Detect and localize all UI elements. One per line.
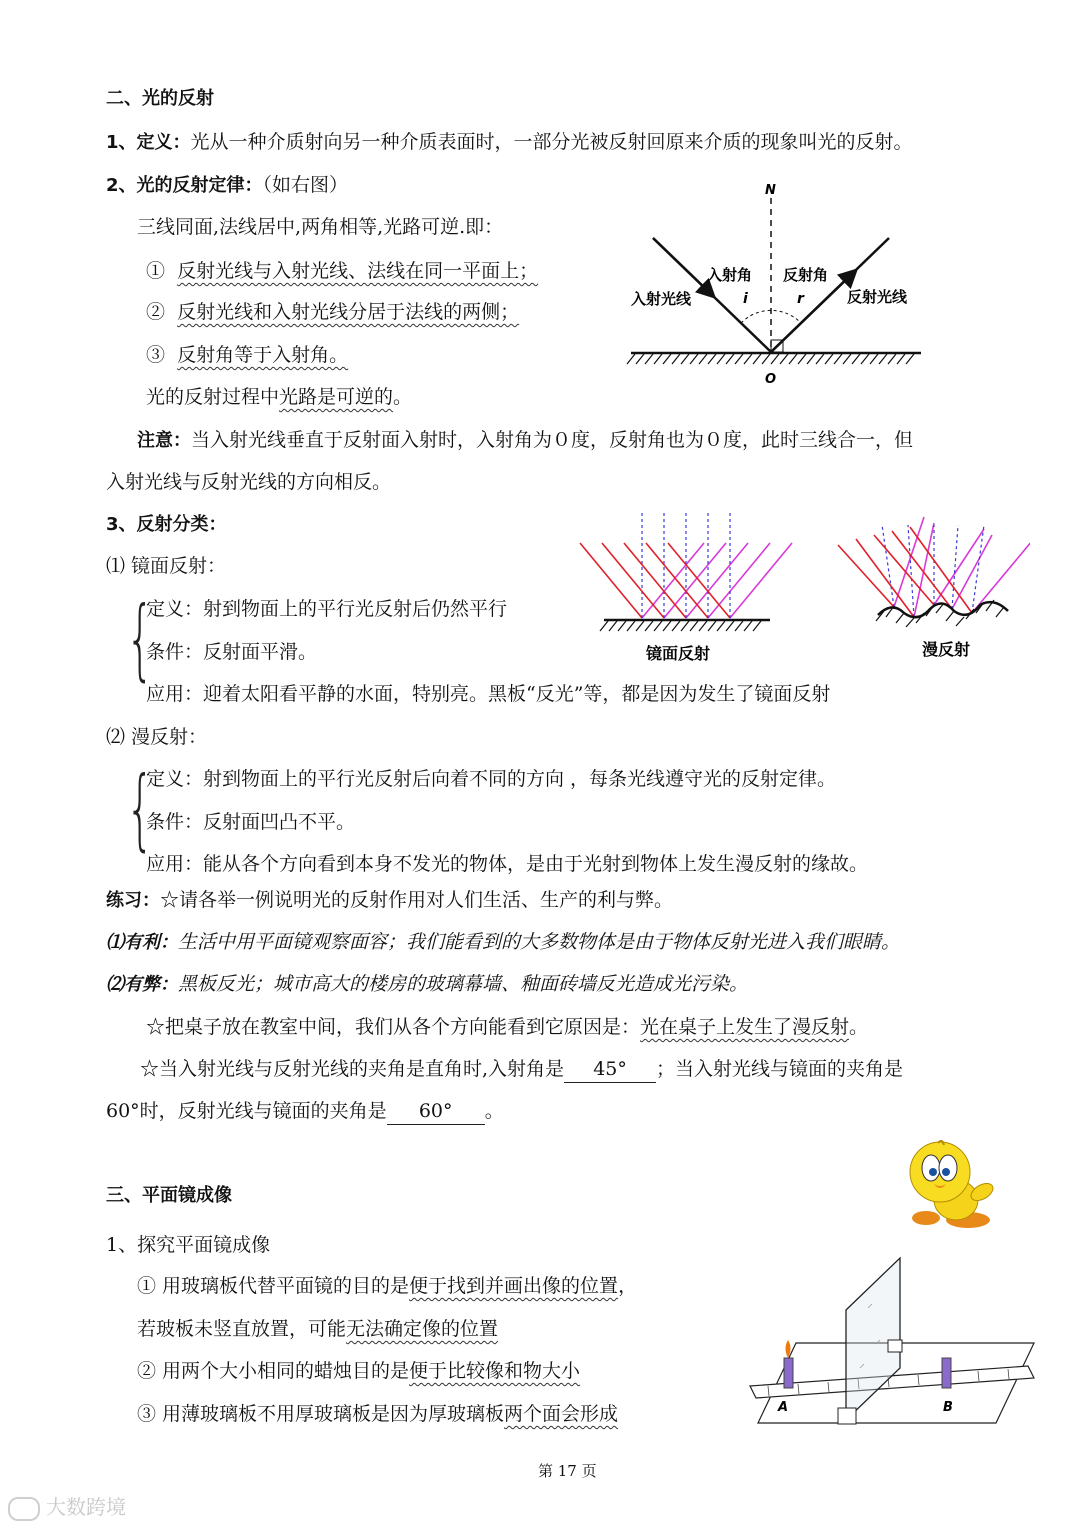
- question-1-suffix: ，: [618, 1275, 638, 1297]
- hatch-line: [690, 354, 698, 364]
- hatch-line: [852, 354, 860, 364]
- hatch-line: [654, 354, 662, 364]
- practice-label: 练习：: [106, 890, 160, 911]
- diffuse-reflection-diagram: [830, 505, 1030, 675]
- hatch-line: [717, 621, 725, 631]
- hatch-line: [798, 354, 806, 364]
- normal-dashed-line: [952, 525, 958, 609]
- specular-title: ⑴ 镜面反射：: [106, 555, 227, 577]
- hatch-line: [600, 621, 608, 631]
- specular-hatching: [600, 621, 761, 631]
- question-2: [137, 1358, 580, 1384]
- hatch-line: [726, 354, 734, 364]
- hatch-line: [753, 621, 761, 631]
- normal-label: N: [765, 183, 776, 198]
- reversible-line: [146, 384, 412, 410]
- question-1b-answer: 无法确定像的位置: [346, 1318, 499, 1340]
- diffuse-definition: 定义：射到物面上的平行光反射后向着不同的方向 ，每条光线遵守光的反射定律。: [146, 768, 837, 790]
- definition-line: [106, 129, 913, 156]
- specular-reflection-diagram: [570, 505, 795, 675]
- incident-arrow: [653, 238, 709, 292]
- hatch-line: [663, 621, 671, 631]
- candle-b: [942, 1358, 951, 1388]
- hatch-line: [897, 354, 905, 364]
- desk-answer: 光在桌子上发生了漫反射: [640, 1016, 850, 1038]
- mirror-hatching: [627, 354, 914, 364]
- angle-prefix: ☆当入射光线与反射光线的夹角是直角时,入射角是: [140, 1058, 565, 1080]
- bird-eye: [922, 1155, 940, 1181]
- pro-label: ⑴有利：: [106, 932, 178, 953]
- definition-text: 光从一种介质射向另一种介质表面时，一部分光被反射回原来介质的现象叫光的反射。: [190, 131, 913, 153]
- classification-label: 3、反射分类：: [106, 514, 227, 535]
- angle-middle: ；当入射光线与镜面的夹角是: [656, 1058, 904, 1080]
- incident-angle-label: 入射角: [707, 266, 753, 284]
- reflection-angle-label: 反射角: [783, 266, 829, 284]
- hatch-line: [609, 621, 617, 631]
- hatch-line: [834, 354, 842, 364]
- hatch-line: [870, 354, 878, 364]
- page-number: 第 17 页: [538, 1462, 597, 1480]
- pro-line: [106, 929, 900, 956]
- incident-angle-symbol: i: [743, 291, 748, 307]
- note-label: 注意：: [137, 430, 191, 451]
- hatch-line: [636, 621, 644, 631]
- reflected-ray-label: 反射光线: [847, 288, 908, 306]
- law-note: （如右图）: [262, 174, 349, 196]
- hatch-line: [843, 354, 851, 364]
- bird-foot: [912, 1211, 940, 1225]
- hatch-line: [717, 354, 725, 364]
- con-label: ⑵有弊：: [106, 974, 178, 995]
- specular-definition: 定义：射到物面上的平行光反射后仍然平行: [146, 598, 508, 620]
- incident-light-ray: [910, 527, 972, 613]
- diffuse-condition: 条件：反射面凹凸不平。: [146, 811, 356, 833]
- diffuse-brace: {: [126, 757, 154, 860]
- note-text-1: 当入射光线垂直于反射面入射时，入射角为０度，反射角也为０度，此时三线合一，但: [191, 429, 914, 451]
- specular-brace: {: [126, 587, 154, 690]
- law-summary: 三线同面,法线居中,两角相等,光路可逆.即：: [137, 216, 504, 238]
- angle-line2-prefix: 60°时，反射光线与镜面的夹角是: [106, 1100, 387, 1122]
- candle-a: [784, 1358, 793, 1388]
- law-item-3: [146, 342, 348, 368]
- section-heading-reflection: 二、光的反射: [106, 88, 214, 109]
- hatch-line: [753, 354, 761, 364]
- hatch-line: [735, 354, 743, 364]
- hatch-line: [627, 621, 635, 631]
- pro-text: 生活中用平面镜观察面容；我们能看到的大多数物体是由于物体反射光进入我们眼睛。: [178, 931, 901, 953]
- origin-label: O: [765, 372, 777, 387]
- reversible-answer: 光路是可逆的: [279, 386, 394, 408]
- cartoon-bird-illustration: [898, 1140, 1003, 1235]
- hatch-line: [681, 621, 689, 631]
- hatch-line: [879, 354, 887, 364]
- hatch-line: [699, 621, 707, 631]
- angle-question-line-2: [106, 1098, 504, 1125]
- question-3-prefix: ③ 用薄玻璃板不用厚玻璃板是因为厚玻璃板: [137, 1403, 505, 1425]
- hatch-line: [636, 354, 644, 364]
- hatch-line: [789, 354, 797, 364]
- law-line: [106, 172, 348, 199]
- question-2-answer: 便于比较像和物大小: [409, 1360, 581, 1382]
- law-label: 2、光的反射定律：: [106, 175, 263, 196]
- reversible-suffix: 。: [393, 386, 413, 408]
- hatch-line: [807, 354, 815, 364]
- watermark-text: 大数跨境: [46, 1495, 126, 1519]
- hatch-line: [645, 621, 653, 631]
- specular-condition: 条件：反射面平滑。: [146, 641, 318, 663]
- hatch-line: [780, 354, 788, 364]
- explore-title: 1、探究平面镜成像: [106, 1234, 271, 1256]
- candle-a-label: A: [778, 1400, 789, 1415]
- clip-block-bottom: [838, 1408, 856, 1424]
- hatch-line: [861, 354, 869, 364]
- law-item-1: [146, 258, 538, 284]
- hatch-line: [816, 354, 824, 364]
- question-1-answer: 便于找到并画出像的位置: [409, 1275, 619, 1297]
- bird-eye: [939, 1155, 957, 1181]
- incident-light-ray: [838, 545, 894, 607]
- normal-dashed-line: [908, 525, 914, 617]
- law-item-text: 反射光线与入射光线、法线在同一平面上；: [177, 260, 539, 282]
- clip-block-top: [888, 1340, 902, 1352]
- question-3: [137, 1401, 618, 1427]
- law-item-text: 反射光线和入射光线分居于法线的两侧；: [177, 301, 520, 323]
- hatch-line: [708, 621, 716, 631]
- hatch-line: [699, 354, 707, 364]
- hatch-line: [735, 621, 743, 631]
- incident-ray-label: 入射光线: [631, 290, 692, 308]
- hatch-line: [672, 354, 680, 364]
- question-1-prefix: ① 用玻璃板代替平面镜的目的是: [137, 1275, 410, 1297]
- diffuse-rays: [838, 517, 1030, 617]
- question-1b: [137, 1316, 498, 1342]
- hatch-line: [654, 621, 662, 631]
- con-line: [106, 971, 748, 998]
- angle-suffix: 。: [484, 1100, 504, 1122]
- desk-question: [146, 1014, 868, 1040]
- angle-question-line-1: [140, 1056, 903, 1083]
- hatch-line: [618, 621, 626, 631]
- reversible-prefix: 光的反射过程中: [146, 386, 280, 408]
- specular-application: 应用：迎着太阳看平静的水面，特别亮。黑板“反光”等，都是因为发生了镜面反射: [146, 683, 831, 705]
- hatch-line: [663, 354, 671, 364]
- question-3-answer: 两个面会形成: [504, 1403, 619, 1425]
- law-item-2: [146, 299, 519, 325]
- glass-plate: [846, 1258, 900, 1420]
- hatch-line: [690, 621, 698, 631]
- hatch-line: [825, 354, 833, 364]
- hatch-line: [708, 354, 716, 364]
- desk-prefix: ☆把桌子放在教室中间，我们从各个方向能看到它原因是：: [146, 1016, 641, 1038]
- watermark: [8, 1494, 126, 1521]
- note-line-2: 入射光线与反射光线的方向相反。: [106, 471, 392, 493]
- hatch-line: [726, 621, 734, 631]
- question-2-prefix: ② 用两个大小相同的蜡烛目的是: [137, 1360, 410, 1382]
- practice-line: [106, 887, 673, 914]
- reflection-angle-symbol: r: [797, 291, 804, 307]
- law-item-text: 反射角等于入射角。: [177, 344, 349, 366]
- hatch-line: [627, 354, 635, 364]
- incident-light-ray: [856, 539, 914, 617]
- law-item-number: ③: [146, 344, 166, 366]
- law-item-number: ①: [146, 260, 166, 282]
- angle-answer-1: 45°: [564, 1056, 656, 1083]
- diffuse-title: ⑵ 漫反射：: [106, 726, 208, 748]
- section-heading-plane-mirror: 三、平面镜成像: [106, 1185, 232, 1206]
- hatch-line: [771, 354, 779, 364]
- angle-answer-2: 60°: [387, 1098, 485, 1125]
- reflection-law-diagram: [625, 180, 925, 390]
- definition-label: 1、定义：: [106, 132, 191, 153]
- practice-question: ☆请各举一例说明光的反射作用对人们生活、生产的利与弊。: [160, 889, 674, 911]
- diffuse-caption: 漫反射: [922, 640, 971, 659]
- watermark-logo-icon: [8, 1497, 40, 1521]
- hatch-line: [672, 621, 680, 631]
- hatch-line: [645, 354, 653, 364]
- desk-suffix: 。: [849, 1016, 869, 1038]
- hatch-line: [888, 354, 896, 364]
- plane-mirror-setup-diagram: [738, 1248, 1038, 1430]
- specular-caption: 镜面反射: [646, 644, 711, 663]
- hatch-line: [681, 354, 689, 364]
- bird-pupil: [942, 1168, 950, 1176]
- question-1: [137, 1273, 637, 1299]
- con-text: 黑板反光；城市高大的楼房的玻璃幕墙、釉面砖墙反光造成光污染。: [178, 973, 749, 995]
- hatch-line: [762, 354, 770, 364]
- candle-b-label: B: [943, 1400, 953, 1415]
- note-line-1: [137, 427, 913, 454]
- specular-rays: [580, 513, 792, 618]
- law-item-number: ②: [146, 301, 166, 323]
- question-1b-prefix: 若玻板未竖直放置，可能: [137, 1318, 347, 1340]
- bird-pupil: [929, 1168, 937, 1176]
- hatch-line: [744, 354, 752, 364]
- hatch-line: [744, 621, 752, 631]
- hatch-line: [906, 354, 914, 364]
- diffuse-application: 应用：能从各个方向看到本身不发光的物体，是由于光射到物体上发生漫反射的缘故。: [146, 853, 869, 875]
